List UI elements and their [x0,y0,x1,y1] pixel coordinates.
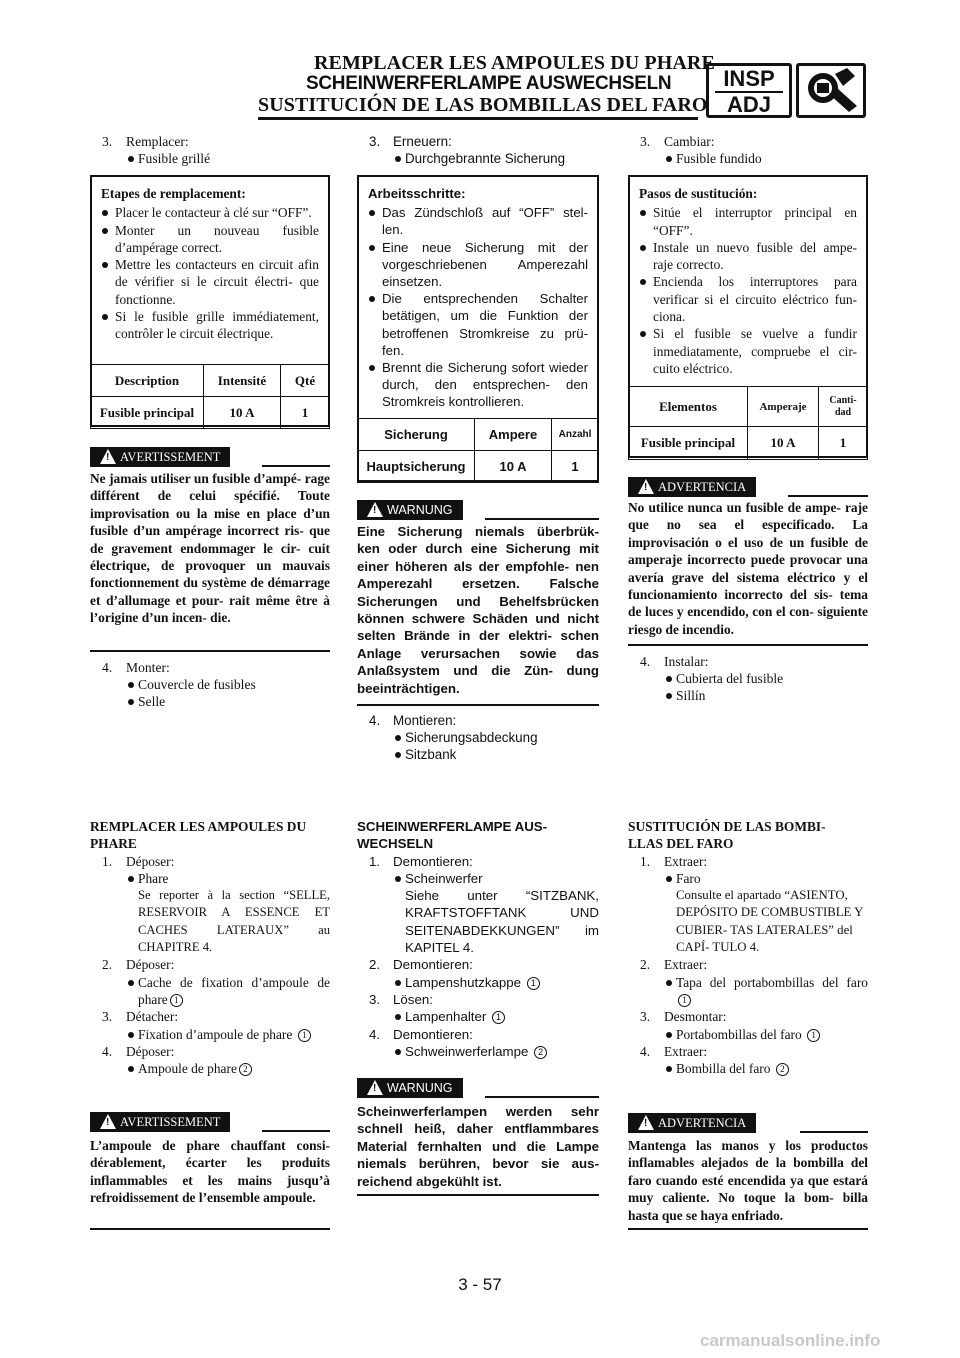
insp-adj-badge [706,63,792,118]
page-number: 3 - 57 [458,1275,502,1294]
step-item: Lampenhalter [405,1009,487,1025]
fr-step4: 4. Monter: Couvercle de fusibles Selle [90,659,330,711]
es-warning2-rule [628,1228,868,1230]
de-warning-rule [357,704,599,706]
table-header: Ampere [475,419,552,451]
table-header: Anzahl [552,419,599,451]
table-header: Description [91,365,204,397]
box-item: Instale un nuevo fusible del ampe- raje correcto. [639,239,857,274]
table-header: Sicherung [358,419,475,451]
step-item: Durchgebrannte Sicherung [357,150,599,167]
step-item: Cache de fixation d’ampoule de phare [138,974,330,1007]
es-step3: 3. Cambiar: Fusible fundido [628,133,868,167]
de-step4: 4. Montieren: Sicherungsabdeckung Sitzbank [357,712,599,763]
box-title: Pasos de sustitución: [639,186,758,201]
box-title: Etapes de remplacement: [101,186,246,201]
step-item: Portabombillas del faro [676,1026,802,1042]
box-item: Die entsprechenden Schalter betätigen, um die Funktion der betroffenen Stromkreise zu prü- fen. [368,290,588,359]
fr-warning2-rule [90,1228,330,1230]
section-title: REMPLACER LES AMPOULES DU PHARE [90,819,307,852]
callout-2: 2 [776,1063,789,1076]
box-item: Eine neue Sicherung mit der vorgeschriebenen Amperezahl einsetzen. [368,239,588,291]
de-warning2-header [357,1078,599,1100]
step-item: Bombilla del faro [676,1061,771,1077]
warning-label: ! WARNUNG [357,1078,463,1098]
header-title-es: SUSTITUCIÓN DE LAS BOMBILLAS DEL FARO [258,94,708,116]
step-item: Lampenshutzkappe [405,974,522,990]
step-item: Selle [90,693,330,710]
de-warning2-text: Scheinwerferlampen werden sehr schnell heiß, daher entflammbares Material fernhalten und die Lampe niemals berühren, bevor sie aus- reichend abgekühlt ist. [357,1104,599,1189]
table-header: Amperaje [748,387,819,427]
table-cell: 1 [819,427,868,460]
table-header: Intensité [204,365,281,397]
box-item: Si el fusible se vuelve a fundir inmediatamente, compruebe el cir- cuito eléctrico. [639,325,857,377]
header-rule [258,117,698,120]
de-warning-header [357,500,599,522]
table-cell: 1 [281,397,330,429]
table-cell: 10 A [475,451,552,483]
step-note: Siehe unter “SITZBANK, KRAFTSTOFFTANK UND SEITENABDEKKUNGEN” im KAPITEL 4. [405,888,599,956]
fr-warning-text: Ne jamais utiliser un fusible d’ampé- rage différent de celui spécifié. Toute improvisation ou la mise en place d’un fusible d’un ampérage incorrect ris- que de gravement endommager le cir- cuit électrique, de provoquer un mauvais fonctionnement du système de démarrage et d’allumage et pour- rait même être à l’origine d’un incen- die. [90,471,330,626]
box-item: Placer le contacteur à clé sur “OFF”. [101,204,319,221]
warning-label: ! ADVERTENCIA [628,1113,756,1133]
section-title: SUSTITUCIÓN DE LAS BOMBI- LLAS DEL FARO [628,819,826,852]
es-warning2-header [628,1113,868,1135]
step-item: Schweinwerferlampe [405,1043,529,1059]
step-item: Cubierta del fusible [628,670,868,687]
callout-1: 1 [298,1029,311,1042]
fr-fuse-table [90,364,330,429]
de-step3: 3. Erneuern: Durchgebrannte Sicherung [357,133,599,167]
step-note: Se reporter à la section “SELLE, RESERVOIR A ESSENCE ET CACHES LATERAUX” au CHAPITRE 4. [138,888,330,955]
es-fuse-table [628,386,868,460]
fr-step3 [90,133,330,167]
callout-1: 1 [527,977,540,990]
header-title-fr: REMPLACER LES AMPOULES DU PHARE [314,52,715,74]
callout-1: 1 [170,994,183,1007]
box-item: Monter un nouveau fusible d’ampérage correct. [101,222,319,257]
section-title: SCHEINWERFERLAMPE AUS- WECHSELN [357,819,548,852]
warning-label: ! ADVERTENCIA [628,477,756,497]
fr-warning-rule [90,650,330,652]
box-item: Sitúe el interruptor principal en “OFF”. [639,204,857,239]
es-step4: 4. Instalar: Cubierta del fusible Sillín [628,653,868,705]
step-item: Sitzbank [357,746,599,763]
callout-1: 1 [807,1029,820,1042]
table-cell: 10 A [204,397,281,429]
step-item: Faro [628,870,868,887]
table-header: Qté [281,365,330,397]
watermark: carmanualsonline.info [700,1331,881,1350]
de-headlight-section: SCHEINWERFERLAMPE AUS- WECHSELN 1. Demontieren: Scheinwerfer Siehe unter “SITZBANK, KRAFTSTOFFTANK UND SEITENABDEKKUNGEN” im KAPITEL 4. 2. Demontieren: Lampenshutzkappe 1 3. Lösen: Lampenhalter 1 4. Demontieren: Schweinwerferlampe 2 [357,819,599,1059]
table-header: Elementos [629,387,748,427]
callout-2: 2 [534,1046,547,1059]
box-item: Encienda los interruptores para verificar si el circuito eléctrico fun- ciona. [639,273,857,325]
header-title-de: SCHEINWERFERLAMPE AUSWECHSELN [306,73,672,94]
fr-warning2-header [90,1112,330,1134]
box-title: Arbeitsschritte: [368,186,466,201]
de-warning-text: Eine Sicherung niemals überbrük- ken oder durch eine Sicherung mit einer höheren als der empfohle- nen Amperezahl ersetzen. Falsche Sicherungen und Behelfsbrücken können schwere Schäden und nicht selten Brände in der elektri- schen Anlage verursachen sowie das Anlaßsystem und die Zün- dung beeinträchtigen. [357,524,599,696]
table-cell: Fusible principal [629,427,748,460]
es-warning-rule [628,644,868,646]
step-item: Sillín [628,687,868,704]
es-headlight-section: SUSTITUCIÓN DE LAS BOMBI- LLAS DEL FARO 1. Extraer: Faro Consulte el apartado “ASIENTO, DEPÓSITO DE COMBUSTIBLE Y CUBIER- TAS LATERALES” del CAPÍ- TULO 4. 2. Extraer: Tapa del portabombillas del faro 1 3. Desmontar: Portabombillas del faro 1 4. Extraer: Bombilla del faro 2 [628,819,868,1077]
step-label: Remplacer: [126,134,189,149]
badge-top-label: INSP [723,66,775,91]
callout-2: 2 [239,1063,252,1076]
fr-headlight-section: REMPLACER LES AMPOULES DU PHARE 1. Déposer: Phare Se reporter à la section “SELLE, RESERVOIR A ESSENCE ET CACHES LATERAUX” au CHAPITRE 4. 2. Déposer: Cache de fixation d’ampoule de phare 1 3. Détacher: Fixation d’ampoule de phare 1 4. Déposer: Ampoule de phare 2 [90,819,330,1077]
warning-label: ! AVERTISSEMENT [90,447,230,467]
step-item: Scheinwerfer [357,870,599,887]
box-item: Brennt die Sicherung sofort wieder durch, den entsprechen- den Stromkreis kontrollieren. [368,359,588,411]
warning-label: ! WARNUNG [357,500,463,520]
box-item: Das Zündschloß auf “OFF” stel- len. [368,204,588,238]
table-cell: 1 [552,451,599,483]
table-header: Canti- dad [819,387,868,427]
badge-bottom-label: ADJ [726,92,771,117]
table-cell: Fusible principal [91,397,204,429]
step-item: Tapa del portabombillas del faro [676,974,868,990]
step-item: Fusible fundido [628,150,868,167]
table-cell: Hauptsicherung [358,451,475,483]
de-warning2-rule [357,1194,599,1196]
callout-1: 1 [678,994,691,1007]
step-number: 3. [102,134,113,149]
step-item: Phare [90,870,330,887]
table-cell: 10 A [748,427,819,460]
step-item: Couvercle de fusibles [90,676,330,693]
wrench-tool-icon [796,63,866,118]
callout-1: 1 [492,1011,505,1024]
box-item: Si le fusible grille immédiatement, contrôler le circuit électrique. [101,308,319,343]
box-item: Mettre les contacteurs en circuit afin de vérifier si le circuit électri- que fonctionne. [101,256,319,308]
de-fuse-table [357,418,599,483]
es-warning-header [628,477,868,499]
step-item: Sicherungsabdeckung [357,729,599,746]
step-item: Ampoule de phare [138,1061,237,1077]
es-warning-text: No utilice nunca un fusible de ampe- raje que no sea el especificado. La improvisación o el uso de un fusible de amperaje incorrecto puede provocar una avería grave del sistema eléctrico y el funcionamiento incorrecto del sis- tema de luces y encendido, con el con- siguiente riesgo de incendio. [628,500,868,637]
step-item: Fusible grillé [90,150,330,167]
es-warning2-text: Mantenga las manos y los productos inflamables alejados de la bombilla del faro cuando esté encendida ya que estará muy caliente. No toque la bom- billa hasta que se haya enfriado. [628,1138,868,1223]
step-note: Consulte el apartado “ASIENTO, DEPÓSITO DE COMBUSTIBLE Y CUBIER- TAS LATERALES” del CAPÍ- TULO 4. [676,888,863,955]
step-item: Fixation d’ampoule de phare [138,1026,293,1042]
fr-warning2-text: L’ampoule de phare chauffant consi- dérablement, écarter les produits inflammables et les mains jusqu’à refroidissement de l’ensemble ampoule. [90,1138,330,1206]
warning-label: ! AVERTISSEMENT [90,1112,230,1132]
fr-warning-header [90,447,330,469]
